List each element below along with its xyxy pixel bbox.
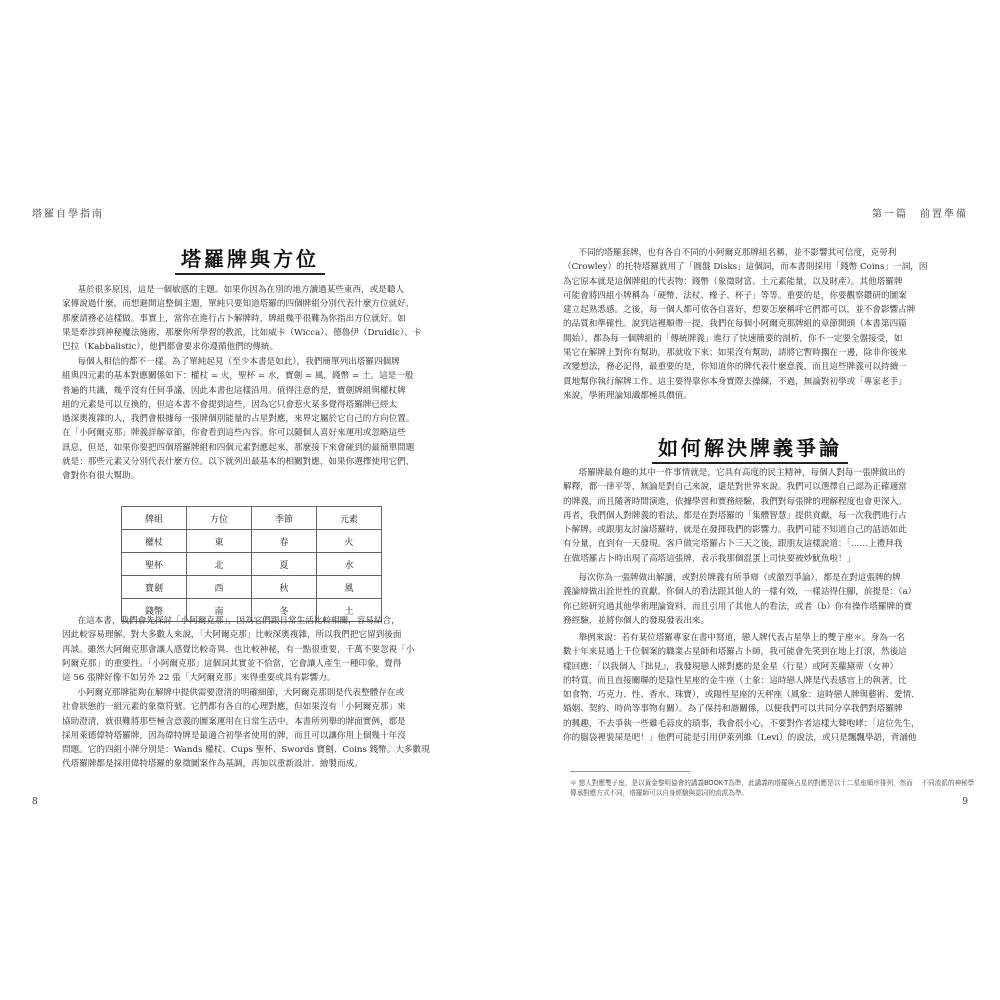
left-paragraph-2 — [62, 355, 438, 484]
text-line: 過深奧複雜的人，我們會根據每一張牌個別能量的占星對應，來界定屬於它自己的方向位置。 — [62, 414, 415, 425]
left-paragraph-3 — [62, 614, 438, 685]
left-paragraph-4 — [62, 686, 438, 772]
table-cell: 冬 — [252, 599, 317, 622]
footnote-divider — [570, 771, 690, 772]
text-line: ＊ 戀人對應雙子座，是以黃金黎明協會的講義BOOK-T為準，此講義的塔羅與占星的對應是以十二星座順序排列，然而 — [570, 779, 913, 787]
table-cell: 風 — [317, 576, 382, 599]
table-cell: 錢幣 — [122, 599, 187, 622]
text-line: 每次你為一張牌做出解讀，或對於牌義有所爭辯（或激烈爭論），都是在對這張牌的牌 — [578, 573, 901, 583]
text-line: 你的腦袋裡裝屎是吧！」他們可能是引用伊萊列維（Levi）的說法，或只是飄飄學語，背誦他 — [563, 733, 917, 744]
text-line: 來說，學術理論知識都極具價值。 — [563, 390, 692, 401]
text-line: 小阿爾克那牌能夠在解牌中提供需要澄清的明確細節，大阿爾克那則是代表整體存在或 — [77, 688, 405, 698]
text-line: 問題。它的四組小牌分別是：Wands 權杖、Cups 聖杯、Swords 寶劍、Coins 錢幣。大多數現 — [62, 745, 430, 756]
text-line: 巴拉（Kabbalistic），他們都會要求你遵循他們的傳統。 — [62, 342, 279, 353]
text-line: 那麼請務必這樣做。事實上，當你在進行占卜解牌時，牌組幾乎很難為你指出方位就好。如 — [62, 313, 406, 324]
section-heading-text: 塔羅牌與方位 — [175, 247, 325, 275]
text-line: 的特質，而且直接關聯的是陰性星座的金牛座（土象：這時戀人牌是代表感官上的執著，比 — [563, 675, 907, 686]
table-header-cell: 季節 — [252, 507, 317, 530]
text-line: 因此較容易理解。對大多數人來說，「大阿爾克那」比較深奧複雜，所以我們把它留到後面 — [62, 630, 402, 641]
text-line: 果它在解牌上對你有幫助，那就收下來；如果沒有幫助，請將它暫時擱在一邊，除非你後來 — [563, 348, 907, 359]
text-line: 組與四元素的基本對應關係如下：權杖 = 火，聖杯 = 水，寶劍 = 風，錢幣 = 土。這是一般 — [62, 371, 414, 382]
text-line: 如食物、巧克力、性、香水、珠寶），或陽性星座的天秤座（風象：這時戀人牌與藝術、愛情、 — [563, 690, 920, 701]
table-row — [122, 530, 382, 553]
text-line: 數十年來見過上千位個案的職業占星師和塔羅占卜師，我可能會先笑到在地上打滾，然後這 — [563, 647, 907, 658]
table-cell: 火 — [317, 530, 382, 553]
right-paragraph-4 — [563, 631, 939, 745]
text-line: 會對你有很大幫助。 — [62, 471, 140, 482]
text-line: 的牌義，而且隨著時間演進，依據學習和實務經驗，我們對每張牌的理解程度也會更深入。 — [563, 496, 907, 507]
table-cell: 水 — [317, 553, 382, 576]
running-header-right: 第一篇 前置準備 — [872, 209, 968, 220]
text-line: 有分量，直到有一天發現。客戶做完塔羅占卜三天之後，跟朋友這樣說道：「……上禮拜我 — [563, 539, 903, 550]
table-cell: 秋 — [252, 576, 317, 599]
text-line: 訊息，但是，如果你要把四個塔羅牌組和四個元素對應起來，那麼接下來會碰到的最簡單問題 — [62, 442, 415, 453]
text-line: 務經驗，並將你個人的發現發表出來。 — [563, 615, 710, 626]
text-line: 貫地幫你執行解牌工作。這主要得靠你本身實際去操練，不過，無論對初學或「專家老手」 — [563, 376, 907, 387]
text-line: 阿爾克那」的重要性。「小阿爾克那」這個詞其實並不恰當，它會讓人產生一種印象，覺得 — [62, 658, 402, 669]
text-line: 開始），都為每一個牌組的「傳統牌義」進行了快速簡要的剖析，你不一定要全盤接受，如 — [563, 333, 903, 344]
text-line: 不同流派的神秘學傳承對應方式不同，塔羅師可以自身經驗與認同的流派為準。 — [570, 779, 975, 797]
text-line: 家傳說過什麼，而想避開這整個主題，單純只要知道塔羅的四個牌組分別代表什麼方位就好， — [62, 299, 415, 310]
text-line: 再談。雖然大阿爾克那會讓人感覺比較奇異、也比較神秘，有一點很重要，千萬不要忽視「小 — [62, 644, 415, 655]
page-number-left: 8 — [32, 797, 38, 807]
table-cell: 西 — [187, 576, 252, 599]
table-cell: 北 — [187, 553, 252, 576]
text-line: 就是：那些元素又分別代表什麼方位。以下就列出最基本的相關對應，如果你選擇使用它們， — [62, 457, 415, 468]
text-line: 基於很多原因，這是一個敏感的主題。如果你因為在別的地方讀過某些東西，或是聽人 — [77, 285, 405, 295]
text-line: 解釋，都一律平等，無論是對自己來說，還是對世界來說。我們可以選擇自己認為正確適當 — [563, 482, 907, 493]
table-header-row — [122, 507, 382, 530]
text-line: 協助澄清，就很難將那些極含意義的圖案運用在日常生活中。本書所列舉的牌面實例，都是 — [62, 716, 406, 727]
table-cell: 寶劍 — [122, 576, 187, 599]
text-line: 在這本書，我們會先探討「小阿爾克那」，因為它們跟日常生活比較相關，容易結合， — [77, 616, 400, 626]
text-line: 樣回應：「以我個人『拙見』，我發現戀人牌對應的是金星（行星）或阿芙蘿黛蒂（女神） — [563, 661, 899, 672]
text-line: 代塔羅牌都是採用偉特塔羅的象徵圖案作為基調，再加以重新設計、繪製而成。 — [62, 759, 363, 770]
table-cell: 土 — [317, 599, 382, 622]
right-paragraph-1 — [563, 246, 939, 403]
text-line: 為它原本就是這個牌組的代表物：錢幣（象徵財富、土元素能量，以及財產）。其他塔羅牌 — [563, 276, 903, 287]
page-number-right: 9 — [962, 797, 968, 807]
table-cell: 春 — [252, 530, 317, 553]
text-line: 的興趣，不去爭執一些雞毛蒜皮的瑣事，我會很小心，不要對作者這樣大聲咆哮：「這位先生， — [563, 718, 920, 729]
correspondence-table — [121, 506, 382, 622]
left-paragraph-1 — [62, 283, 438, 354]
text-line: 組的元素是可以互換的，但這本書不會提到這些，因為它只會惹火某多覺得塔羅牌已經太 — [62, 399, 398, 410]
text-line: 不同的塔羅套牌，也有各自不同的小阿爾克那牌組名稱，並不影響其可信度，克勞利 — [578, 248, 897, 258]
table-cell: 南 — [187, 599, 252, 622]
text-line: 塔羅牌最有趣的其中一件事情就是，它具有高度的民主精神，每個人對每一張牌做出的 — [578, 468, 906, 478]
text-line: 在做塔羅占卜時出現了高塔這張牌，表示我那個混蛋上司快要被炒魷魚啦！」 — [563, 553, 856, 564]
running-header-left: 塔羅自學指南 — [32, 209, 104, 220]
text-line: 採用萊德偉特塔羅牌，因為偉特牌是最適合初學者使用的牌，而且可以讓你用上個幾十年沒 — [62, 730, 406, 741]
text-line: 義論辯做出詮世性的貢獻。你個人的看法跟其他人的一樣有效，一樣站得住腳，前提是：（a） — [563, 587, 917, 598]
table-row — [122, 553, 382, 576]
text-line: 社會狀態的一組元素的象徵符號。它們都有各自的心理對應，但如果沒有「小阿爾克那」來 — [62, 702, 406, 713]
text-line: 改變想法，務必記得，最重要的是，你知道你的牌代表什麼意義，而且這些牌義可以持續一 — [563, 362, 907, 373]
section-heading-tarot-directions — [0, 243, 500, 272]
right-paragraph-3 — [563, 571, 939, 628]
table-cell: 聖杯 — [122, 553, 187, 576]
text-line: 每個人相信的都不一樣。為了單純起見（至少本書是如此），我們簡單列出塔羅四個牌 — [77, 357, 400, 367]
right-paragraph-2 — [563, 466, 939, 566]
text-line: 在「小阿爾克那」牌義詳解章節，你會看到這些內容。你可以隨個人喜好來運用或忽略這些 — [62, 428, 406, 439]
table-cell: 夏 — [252, 553, 317, 576]
text-line: 舉例來說：若有某位塔羅專家在書中寫道，戀人牌代表占星學上的雙子座＊。身為一名 — [578, 633, 906, 643]
table-header-cell: 元素 — [317, 507, 382, 530]
table-cell: 東 — [187, 530, 252, 553]
text-line: 可能會將四組小牌稱為「硬幣、法杖、橡子、杯子」等等。重要的是，你要觀察鑽研的圖案 — [563, 290, 907, 301]
text-line: （Crowley）的托特塔羅就用了「圓盤 Disks」這個詞，而本書則採用「錢幣 Coins」一詞，因 — [563, 262, 928, 273]
table-row — [122, 576, 382, 599]
footnote — [570, 778, 975, 798]
text-line: 再者，我們個人對牌義的看法，都是在對塔羅的「集體智慧」提供貢獻，每一次我們進行占 — [563, 510, 907, 521]
section-heading-resolving-disputes — [500, 432, 1000, 461]
text-line: 果是牽涉到神秘魔法施術，那麼你所學習的教派，比如威卡（Wicca）、德魯伊（Druidic）、卡 — [62, 327, 422, 338]
text-line: 卜解牌，或跟朋友討論塔羅時，就是在發揮我們的影響力。我們可能不知道自己的話語如此 — [563, 525, 907, 536]
text-line: 這 56 張牌好像不如另外 22 張「大阿爾克那」來得重要或具有影響力。 — [62, 673, 336, 684]
text-line: 普遍的共識，幾乎沒有任何爭議，因此本書也這樣沿用。值得注意的是，寶劍牌組與權杖牌 — [62, 385, 406, 396]
text-line: 婚姻、契約、時尚等事物有關）。為了保持和諧關係，以便我們可以共同分享我們對塔羅牌 — [563, 704, 903, 715]
section-heading-text: 如何解決牌義爭論 — [652, 436, 848, 464]
text-line: 的品質和準確性。說到這裡順帶一提，我們在每個小阿爾克那牌組的章節開頭（本書第四篇 — [563, 319, 907, 330]
table-header-cell: 牌組 — [122, 507, 187, 530]
table-header-cell: 方位 — [187, 507, 252, 530]
text-line: 你已經研究過其他學術理論資料，而且引用了其他人的看法，或者（b）你有操作塔羅牌的實 — [563, 601, 913, 612]
table-cell: 權杖 — [122, 530, 187, 553]
text-line: 建立起熟悉感。之後，每一個人都可依各自喜好，想要怎麼稱呼它們都可以，並不會影響占牌 — [563, 305, 916, 316]
